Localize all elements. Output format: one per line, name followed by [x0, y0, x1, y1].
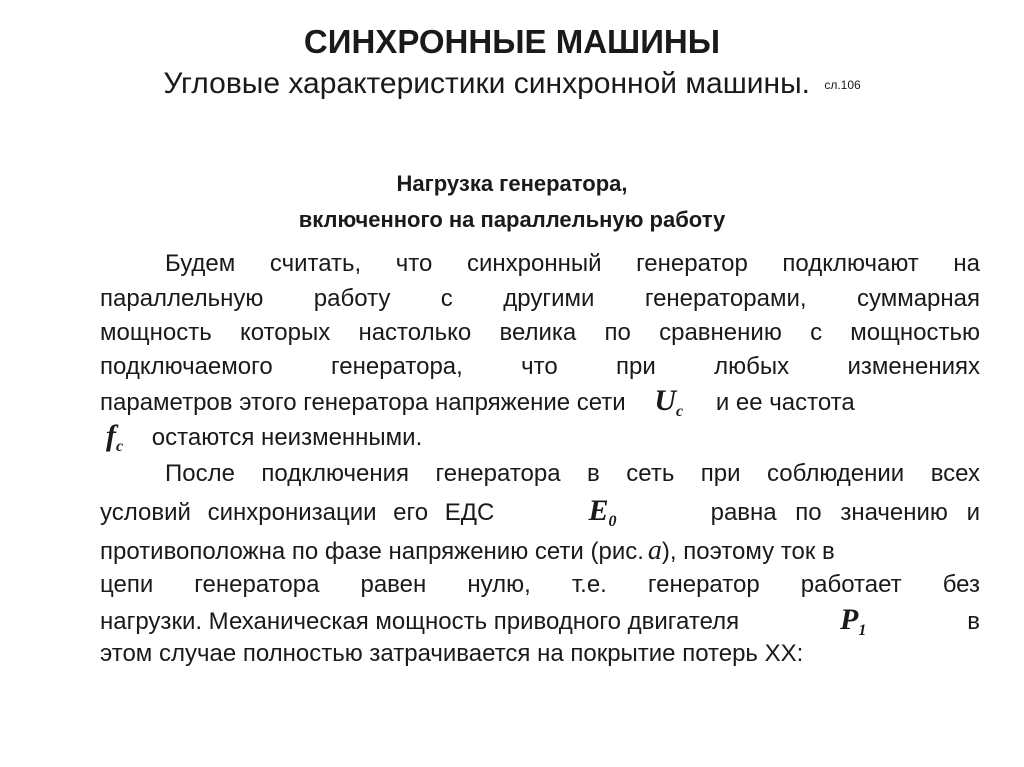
paragraph-1-line-5 — [100, 385, 980, 419]
paragraph-1-line-5-text-a: параметров этого генератора напряжение сети — [100, 389, 626, 416]
paragraph-1-line-3: мощность которых настолько велика по сравнению с мощностью — [100, 319, 980, 346]
paragraph-2-line-1: После подключения генератора в сеть при соблюдении всех — [165, 460, 980, 487]
paragraph-1-line-2: параллельную работу с другими генераторами, суммарная — [100, 285, 980, 312]
paragraph-2-line-2 — [100, 495, 980, 529]
paragraph-2-line-2-text-a: условий синхронизации его ЕДС — [100, 499, 495, 526]
section-heading-line-1: Нагрузка генератора, — [396, 171, 628, 196]
paragraph-1-line-6-text: остаются неизменными. — [151, 424, 423, 451]
symbol-u-c: $U_с$ — [654, 384, 684, 420]
paragraph-2-line-3-text-b: ), поэтому ток в — [661, 538, 835, 565]
symbol-a: a — [647, 535, 662, 566]
page-title: СИНХРОННЫЕ МАШИНЫ — [303, 23, 721, 60]
symbol-f-c: $f_с$ — [106, 419, 124, 455]
paragraph-2-line-5-text-a: нагрузки. Механическая мощность приводного двигателя — [100, 608, 740, 635]
paragraph-1-line-6 — [100, 420, 980, 454]
symbol-p-1: $P_1$ — [840, 603, 867, 639]
section-heading-line-2: включенного на параллельную работу — [298, 207, 726, 232]
paragraph-2-line-3-text-a: противоположна по фазе напряжению сети (рис. — [100, 538, 644, 565]
subtitle-text: Угловые характеристики синхронной машины. — [163, 67, 810, 100]
slide-number: сл.106 — [824, 78, 861, 93]
symbol-e-0: $E_0$ — [588, 494, 617, 530]
paragraph-1-line-4: подключаемого генератора, что при любых изменениях — [100, 353, 980, 380]
paragraph-1-line-5-text-b: и ее частота — [715, 389, 855, 416]
paragraph-2-line-4: цепи генератора равен нулю, т.е. генератор работает без — [100, 571, 980, 598]
paragraph-1-line-1: Будем считать, что синхронный генератор подключают на — [165, 250, 980, 277]
paragraph-2-line-3 — [100, 535, 980, 568]
paragraph-2-line-5-text-b: в — [967, 608, 980, 635]
paragraph-2-line-6: этом случае полностью затрачивается на покрытие потерь ХХ: — [100, 640, 804, 667]
paragraph-2-line-2-text-b: равна по значению и — [710, 499, 980, 526]
paragraph-2-line-5 — [100, 604, 980, 638]
page-subtitle — [0, 64, 1024, 105]
